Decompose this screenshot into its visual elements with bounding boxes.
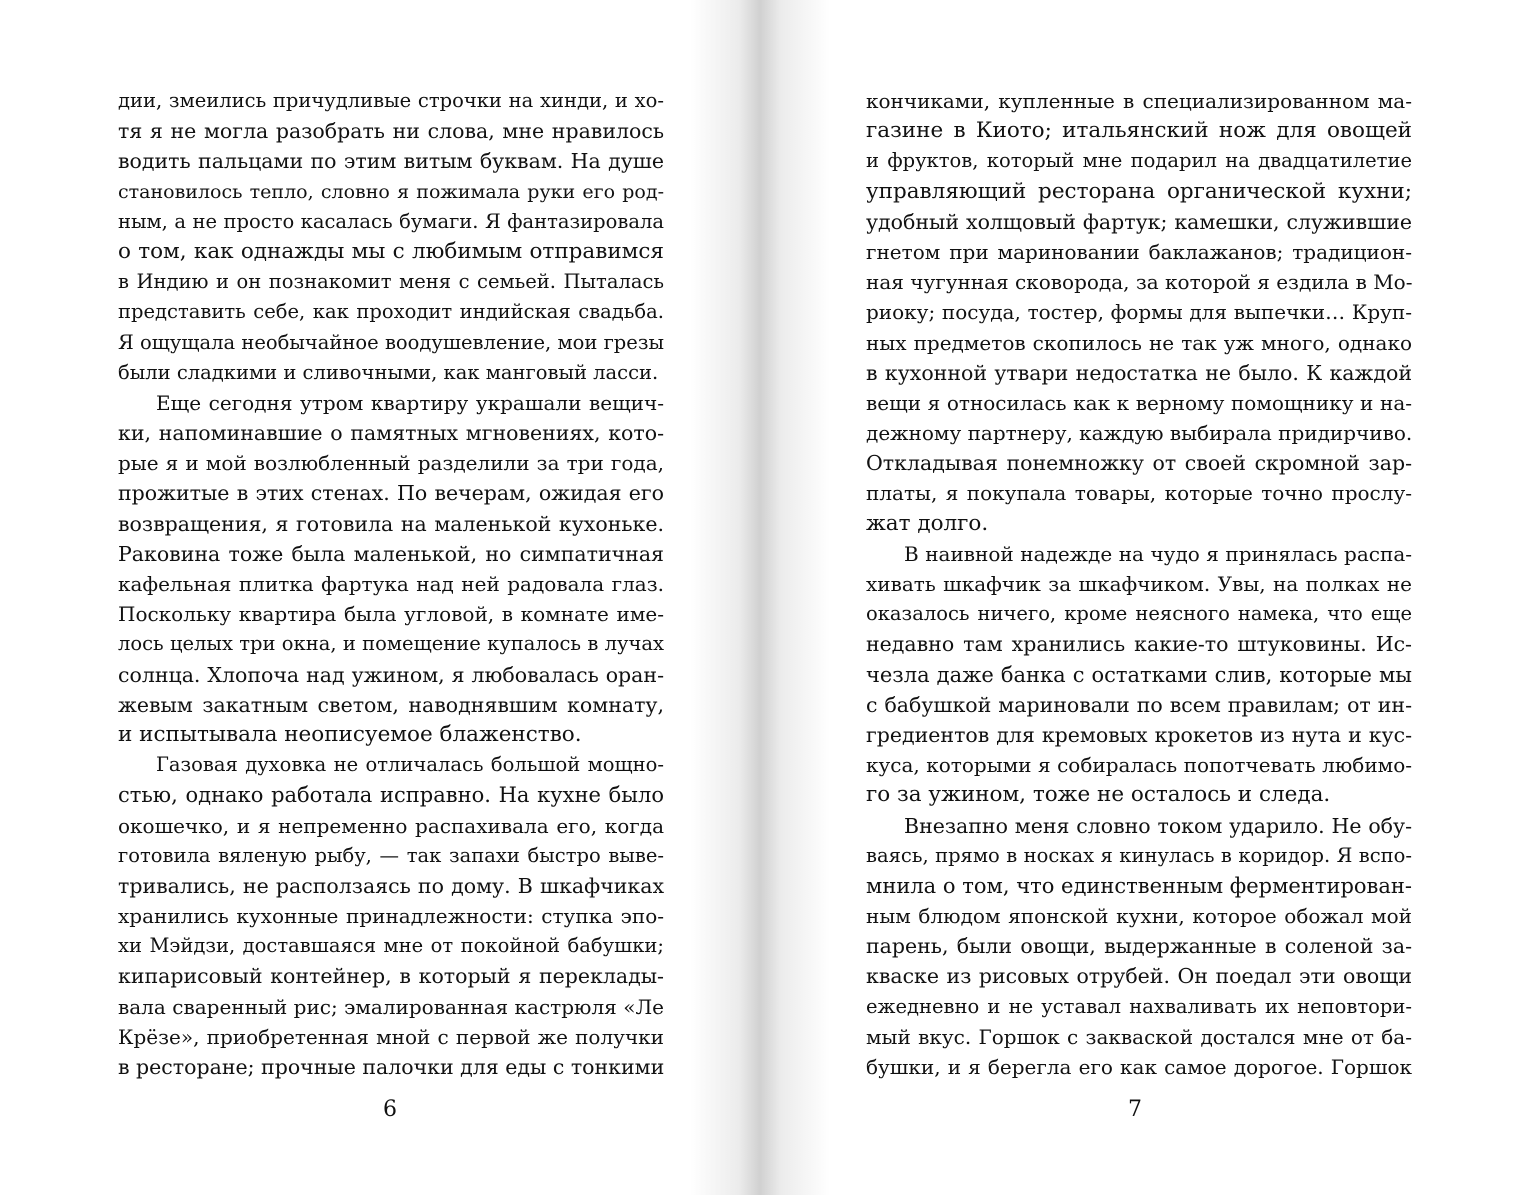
text-line: Внезапно меня словно током ударило. Не обу- (904, 813, 1412, 838)
text-line: ежедневно и не уставал нахваливать их неповтори- (866, 994, 1412, 1018)
text-line: В наивной надежде на чудо я принялась распа- (904, 541, 1412, 566)
text-line: хивать шкафчик за шкафчиком. Увы, на полках не (866, 572, 1412, 596)
right-page-text (866, 86, 1412, 1082)
text-line: мнила о том, что единственным ферментирован- (866, 873, 1412, 898)
text-line: в кухонной утвари недостатка не было. К каждой (866, 360, 1412, 385)
text-line: ным, а не просто касалась бумаги. Я фантазировала (118, 209, 664, 233)
text-line: кафельная плитка фартука над ней радовала глаз. (118, 572, 664, 596)
text-line: были сладкими и сливочными, как манговый ласси. (118, 360, 659, 384)
text-line: возвращения, я готовила на маленькой кухоньке. (118, 511, 664, 536)
text-line: дежному партнеру, каждую выбирала придирчиво. (866, 421, 1412, 446)
text-line: ным блюдом японской кухни, которое обожал мой (866, 904, 1412, 929)
text-line: ки, напоминавшие о памятных мгновениях, кото- (118, 421, 664, 446)
text-line: ваясь, прямо в носках я кинулась в коридор. Я вспо- (866, 843, 1412, 867)
text-line: платы, я покупала товары, которые точно прослу- (866, 481, 1412, 506)
text-line: солнца. Хлопоча над ужином, я любовалась оран- (118, 662, 664, 687)
text-line: прожитые в этих стенах. По вечерам, ожидая его (118, 481, 664, 506)
text-line: Крёзе», приобретенная мной с первой же получки (118, 1024, 664, 1049)
text-line: мый вкус. Горшок с закваской достался мне от ба- (866, 1024, 1412, 1049)
text-line: рые я и мой возлюбленный разделили за три года, (118, 451, 664, 476)
text-line: бушки, и я берегла его как самое дорогое. Горшок (866, 1055, 1412, 1079)
text-line: недавно там хранились какие-то штуковины. Ис- (866, 632, 1412, 657)
text-line: чезла даже банка с остатками слив, которые мы (866, 662, 1412, 687)
text-line: тя я не могла разобрать ни слова, мне нравилось (118, 119, 664, 144)
text-line: гнетом при мариновании баклажанов; традицион- (866, 239, 1412, 264)
text-line: жевым закатным светом, наводнявшим комнату, (118, 692, 664, 717)
text-line: о том, как однажды мы с любимым отправимся (118, 238, 664, 264)
text-line: куса, которыми я собиралась попотчевать любимо- (866, 753, 1412, 778)
text-line: с бабушкой мариновали по всем правилам; от ин- (866, 692, 1412, 717)
text-line: водить пальцами по этим витым буквам. На душе (118, 149, 664, 174)
text-line: и испытывала неописуемое блаженство. (118, 721, 582, 747)
text-line: лось целых три окна, и помещение купалось в лучах (118, 632, 664, 656)
text-line: вещи я относилась как к верному помощнику и на- (866, 390, 1412, 415)
left-page-number: 6 (383, 1097, 397, 1122)
book-gutter-shadow (690, 0, 830, 1195)
text-line: Еще сегодня утром квартиру украшали вещич- (156, 390, 664, 415)
text-line: представить себе, как проходит индийская свадьба. (118, 300, 664, 324)
text-line: готовила вяленую рыбу, — так запахи быстро выве- (118, 843, 664, 867)
text-line: оказалось ничего, кроме неясного намека, что еще (866, 602, 1412, 626)
text-line: жат долго. (866, 510, 989, 536)
text-line: окошечко, и я непременно распахивала его, когда (118, 813, 664, 838)
text-line: ных предметов скопилось не так уж много, однако (866, 330, 1412, 355)
text-line: в Индию и он познакомит меня с семьей. Пыталась (118, 270, 664, 294)
text-line: кончиками, купленные в специализированном ма- (866, 89, 1412, 113)
text-line: гредиентов для кремовых крокетов из нута и кус- (866, 722, 1412, 747)
text-line: риоку; посуда, тостер, формы для выпечки… Круп- (866, 300, 1412, 325)
text-line: Поскольку квартира была угловой, в комнате име- (118, 602, 664, 627)
text-line: и фруктов, который мне подарил на двадцатилетие (866, 149, 1412, 173)
text-line: хранились кухонные принадлежности: ступка эпо- (118, 904, 664, 929)
text-line: управляющий ресторана органической кухни; (866, 178, 1412, 204)
text-line: дии, змеились причудливые строчки на хинди, и хо- (118, 89, 664, 112)
right-page-number: 7 (1128, 1097, 1142, 1122)
text-line: хи Мэйдзи, доставшаяся мне от покойной бабушки; (118, 934, 664, 958)
text-line: вала сваренный рис; эмалированная кастрюля «Ле (118, 994, 664, 1019)
left-page-text (118, 86, 664, 1082)
text-line: Я ощущала необычайное воодушевление, мои грезы (118, 330, 664, 354)
text-line: в ресторане; прочные палочки для еды с тонкими (118, 1055, 664, 1079)
text-line: Раковина тоже была маленькой, но симпатичная (118, 541, 664, 566)
text-line: становилось тепло, словно я пожимала руки его род- (118, 180, 664, 203)
text-line: стью, однако работала исправно. На кухне было (118, 783, 664, 808)
text-line: тривались, не расползаясь по дому. В шкафчиках (118, 873, 664, 898)
text-line: кваске из рисовых отрубей. Он поедал эти овощи (866, 964, 1412, 989)
text-line: Откладывая понемножку от своей скромной зар- (866, 451, 1412, 476)
text-line: кипарисовый контейнер, в который я переклады- (118, 964, 664, 989)
text-line: газине в Киото; итальянский нож для овощей (866, 118, 1412, 144)
text-line: парень, были овощи, выдержанные в соленой за- (866, 934, 1412, 959)
text-line: ная чугунная сковорода, за которой я ездила в Мо- (866, 270, 1412, 295)
text-line: Газовая духовка не отличалась большой мощно- (156, 753, 664, 777)
text-line: го за ужином, тоже не осталось и следа. (866, 782, 1331, 808)
text-line: удобный холщовый фартук; камешки, служившие (866, 209, 1412, 234)
